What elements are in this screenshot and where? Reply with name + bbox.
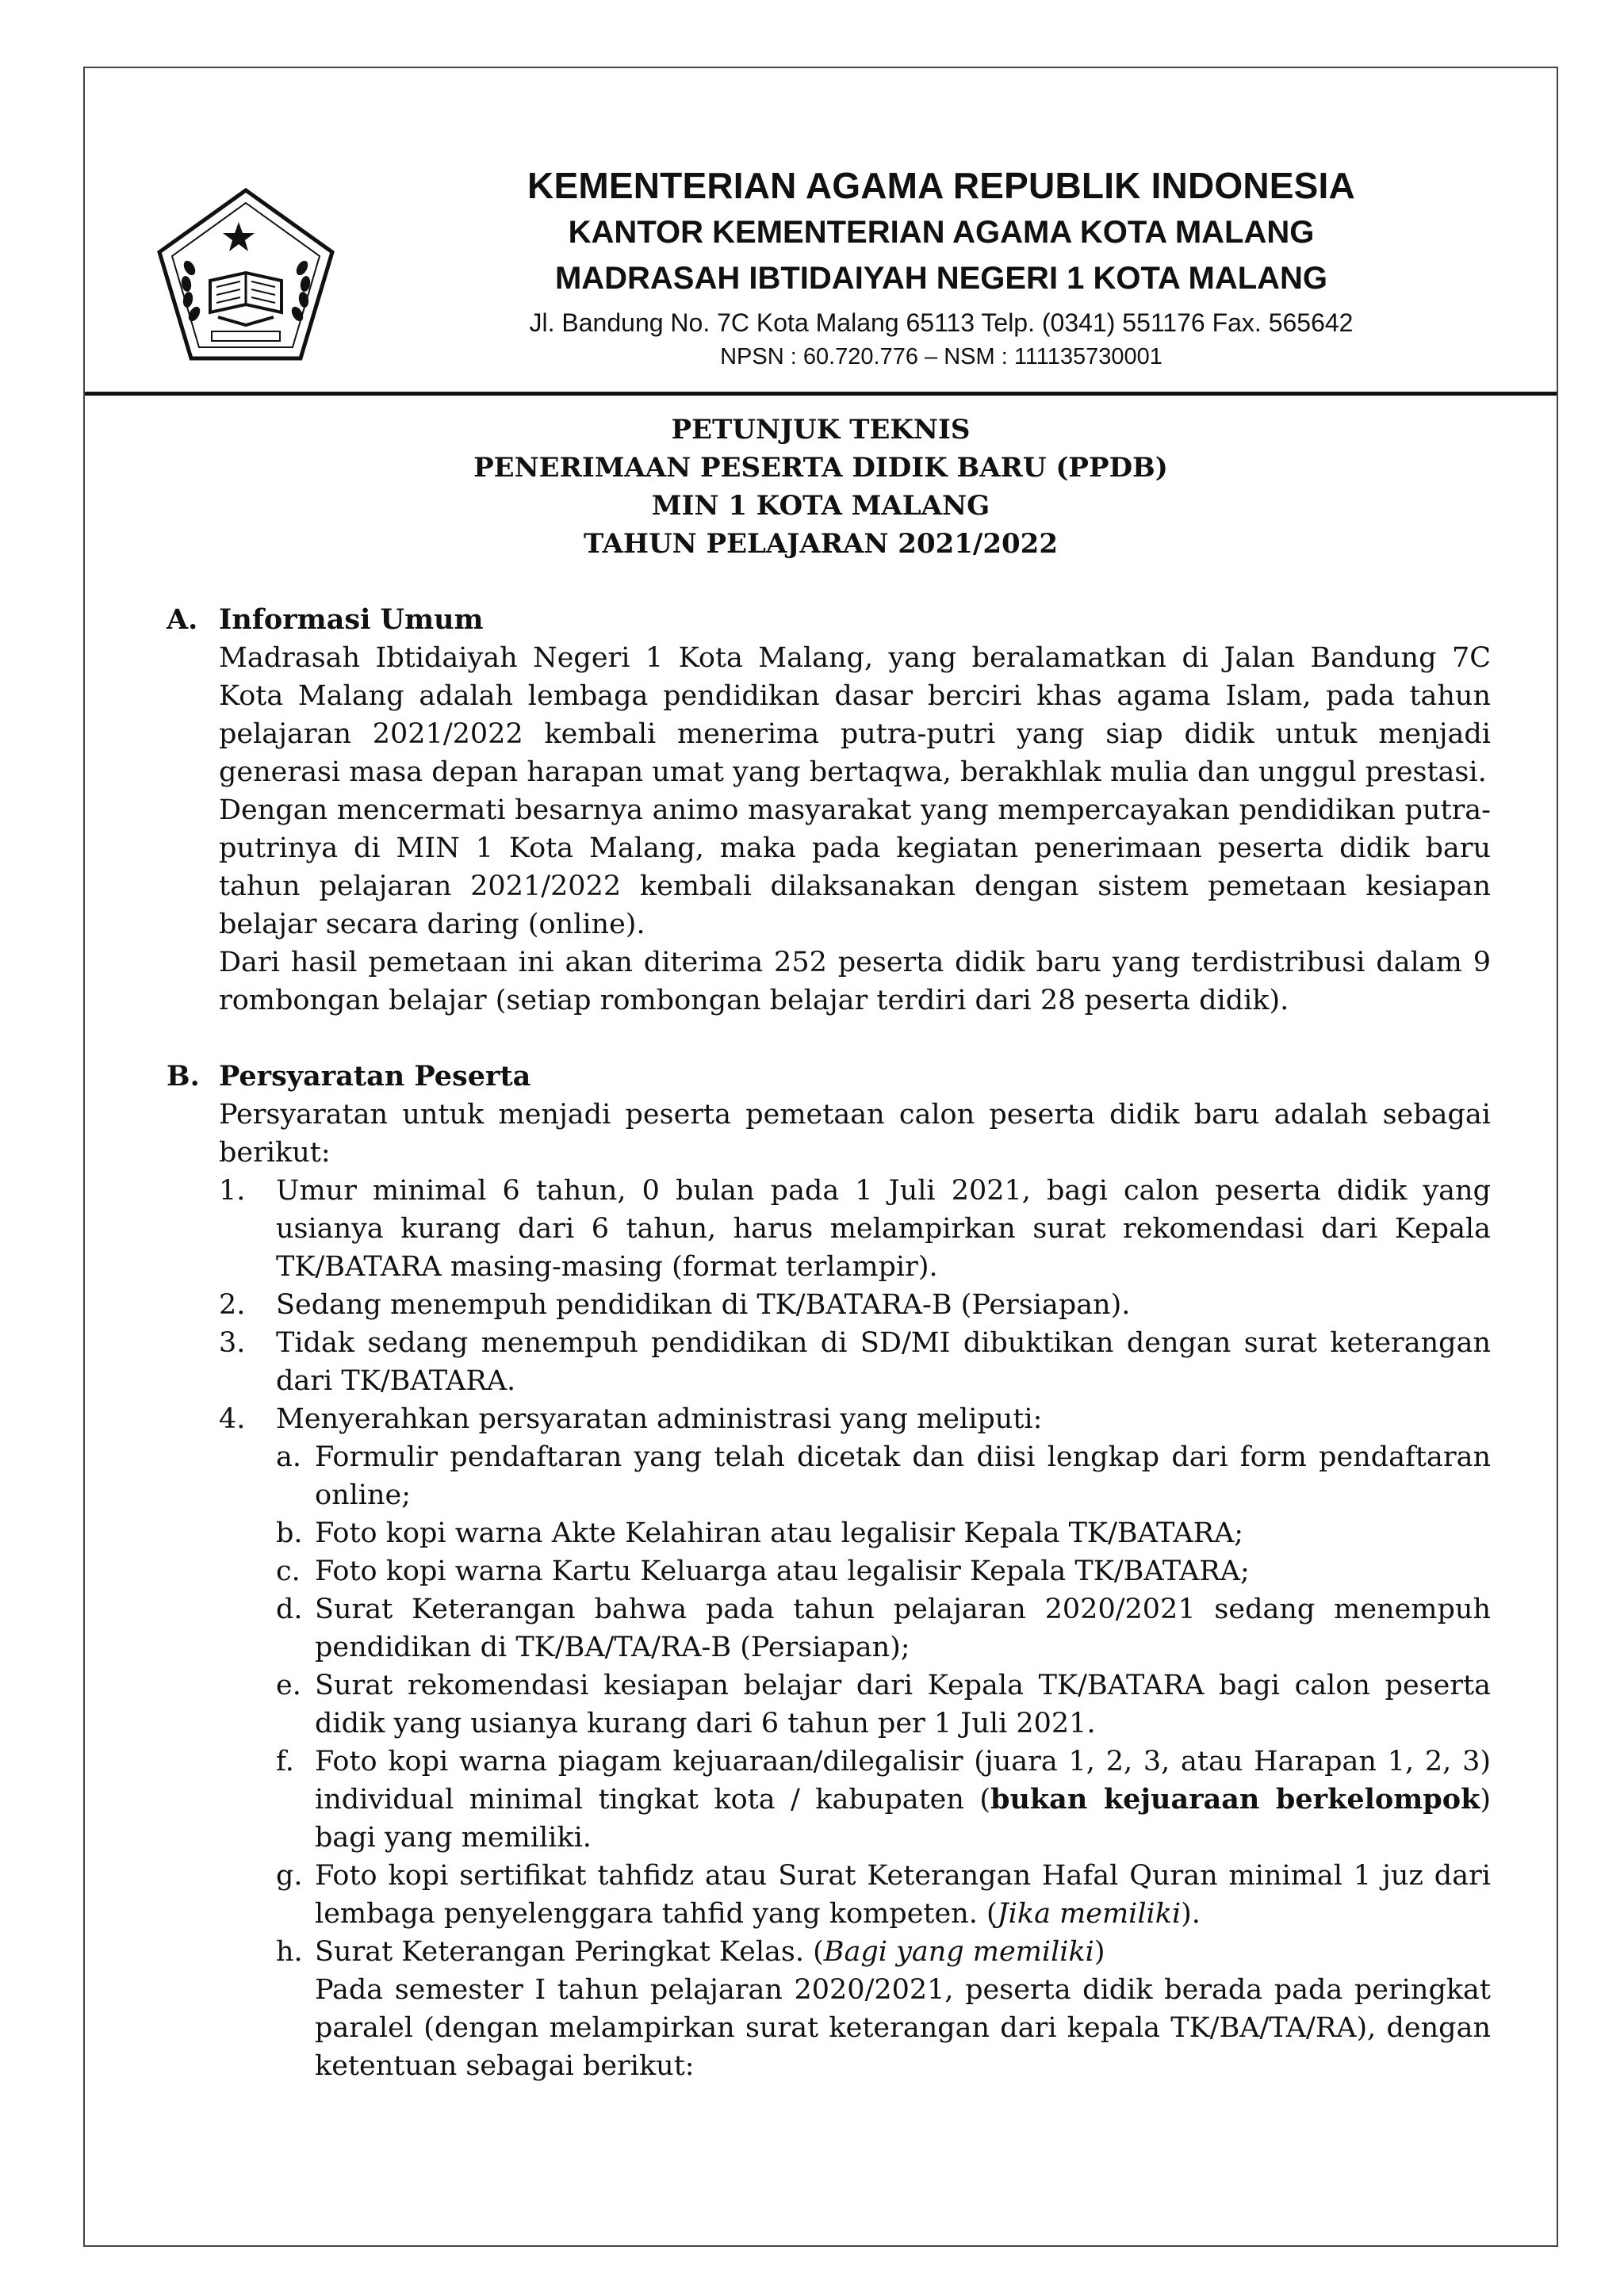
sub-list-item <box>276 1514 1491 1552</box>
document-title <box>85 411 1557 563</box>
sub-list-item-text: Foto kopi warna Kartu Keluarga atau legalisir Kepala TK/BATARA; <box>315 1556 1250 1587</box>
sub-list-marker: h. <box>276 1936 303 1968</box>
sub-list-marker: d. <box>276 1594 303 1625</box>
sub-list-item <box>276 1552 1491 1590</box>
list-marker: 1. <box>219 1175 246 1207</box>
sub-list-item-continuation: Pada semester I tahun pelajaran 2020/2021, peserta didik berada pada peringkat paralel (dengan melampirkan surat keterangan dari kepala TK/BA/TA/RA), dengan ketentuan sebagai berikut: <box>315 1974 1491 2082</box>
sub-list-item-text: Surat Keterangan bahwa pada tahun pelajaran 2020/2021 sedang menempuh pendidikan di TK/BA/TA/RA-B (Persiapan); <box>315 1594 1491 1663</box>
sub-list-item <box>276 1857 1491 1933</box>
section-a <box>167 601 1491 1020</box>
title-line-2: PENERIMAAN PESERTA DIDIK BARU (PPDB) <box>473 452 1168 484</box>
section-b-title: Persyaratan Peserta <box>219 1060 531 1093</box>
list-item <box>219 1172 1491 1286</box>
kemenag-emblem-icon <box>155 186 337 364</box>
list-marker: 2. <box>219 1289 246 1321</box>
sub-list-item-text: Formulir pendaftaran yang telah dicetak dan diisi lengkap dari form pendaftaran online; <box>315 1441 1491 1511</box>
letterhead <box>85 68 1557 393</box>
section-b <box>167 1058 1491 2085</box>
school-name: MADRASAH IBTIDAIYAH NEGERI 1 KOTA MALANG <box>554 261 1328 296</box>
list-item <box>219 1286 1491 1324</box>
ministry-name: KEMENTERIAN AGAMA REPUBLIK INDONESIA <box>527 165 1355 206</box>
office-name: KANTOR KEMENTERIAN AGAMA KOTA MALANG <box>568 215 1315 250</box>
sub-list-item <box>276 1438 1491 1514</box>
section-a-paragraph-2: Dengan mencermati besarnya animo masyarakat yang mempercayakan pendidikan putra-putrinya di MIN 1 Kota Malang, maka pada kegiatan penerimaan peserta didik baru tahun pelajaran 2021/2022 kembali dilaksanakan dengan sistem pemetaan kesiapan belajar secara daring (online). <box>219 794 1491 940</box>
list-marker: 4. <box>219 1403 246 1435</box>
list-item <box>219 1400 1491 2085</box>
section-b-intro: Persyaratan untuk menjadi peserta pemetaan calon peserta didik baru adalah sebagai berikut: <box>219 1099 1491 1169</box>
page-frame <box>83 67 1558 2247</box>
sub-list-item-text: Foto kopi warna piagam kejuaraan/dilegalisir (juara 1, 2, 3, atau Harapan 1, 2, 3) individual minimal tingkat kota / kabupaten (bukan kejuaraan berkelompok) bagi yang memiliki. <box>315 1746 1491 1854</box>
sub-list-marker: e. <box>276 1670 301 1701</box>
list-item-text: Menyerahkan persyaratan administrasi yang meliputi: <box>276 1403 1043 1435</box>
list-item-text: Sedang menempuh pendidikan di TK/BATARA-B (Persiapan). <box>276 1289 1131 1321</box>
letterhead-divider <box>85 392 1557 396</box>
sub-list-item-text: Foto kopi sertifikat tahfidz atau Surat Keterangan Hafal Quran minimal 1 juz dari lembaga penyelenggara tahfid yang kompeten. (Jika memiliki). <box>315 1860 1491 1930</box>
sub-list-item <box>276 1743 1491 1857</box>
title-line-1: PETUNJUK TEKNIS <box>671 414 971 446</box>
section-a-title: Informasi Umum <box>219 603 484 636</box>
sub-list-marker: g. <box>276 1860 303 1892</box>
section-a-letter: A. <box>167 603 198 636</box>
sub-list-marker: b. <box>276 1517 303 1549</box>
sub-list-item-text: Surat rekomendasi kesiapan belajar dari Kepala TK/BATARA bagi calon peserta didik yang usianya kurang dari 6 tahun per 1 Juli 2021. <box>315 1670 1491 1739</box>
sub-list-marker: f. <box>276 1746 294 1777</box>
title-line-4: TAHUN PELAJARAN 2021/2022 <box>584 528 1058 560</box>
list-item <box>219 1324 1491 1400</box>
sub-list-item-text: Surat Keterangan Peringkat Kelas. (Bagi yang memiliki) <box>315 1936 1105 1968</box>
sub-list-item <box>276 1667 1491 1743</box>
sub-list-marker: c. <box>276 1556 301 1587</box>
school-address: Jl. Bandung No. 7C Kota Malang 65113 Telp. (0341) 551176 Fax. 565642 <box>529 308 1354 337</box>
sub-list-item <box>276 1590 1491 1667</box>
title-line-3: MIN 1 KOTA MALANG <box>651 490 990 522</box>
emphasis-italic: Jika memiliki <box>997 1898 1182 1930</box>
list-item-text: Umur minimal 6 tahun, 0 bulan pada 1 Juli 2021, bagi calon peserta didik yang usianya kurang dari 6 tahun, harus melampirkan surat rekomendasi dari Kepala TK/BATARA masing-masing (format terlampir). <box>276 1175 1491 1283</box>
document-body <box>167 601 1491 2085</box>
section-a-paragraph-1: Madrasah Ibtidaiyah Negeri 1 Kota Malang, yang beralamatkan di Jalan Bandung 7C Kota Malang adalah lembaga pendidikan dasar berciri khas agama Islam, pada tahun pelajaran 2021/2022 kembali menerima putra-putri yang siap didik untuk menjadi generasi masa depan harapan umat yang bertaqwa, berakhlak mulia dan unggul prestasi. <box>219 642 1491 788</box>
emphasis-bold: bukan kejuaraan berkelompok <box>990 1783 1480 1816</box>
school-npsn: NPSN : 60.720.776 – NSM : 111135730001 <box>720 344 1162 369</box>
list-item-text: Tidak sedang menempuh pendidikan di SD/MI dibuktikan dengan surat keterangan dari TK/BATARA. <box>276 1327 1491 1397</box>
sub-list-item <box>276 1933 1491 2085</box>
sub-list-marker: a. <box>276 1441 301 1473</box>
section-b-letter: B. <box>167 1060 200 1093</box>
section-a-paragraph-3: Dari hasil pemetaan ini akan diterima 252 peserta didik baru yang terdistribusi dalam 9 rombongan belajar (setiap rombongan belajar terdiri dari 28 peserta didik). <box>219 947 1491 1016</box>
list-marker: 3. <box>219 1327 246 1359</box>
sub-list-item-text: Foto kopi warna Akte Kelahiran atau legalisir Kepala TK/BATARA; <box>315 1517 1244 1549</box>
emphasis-italic: Bagi yang memiliki <box>823 1936 1094 1968</box>
